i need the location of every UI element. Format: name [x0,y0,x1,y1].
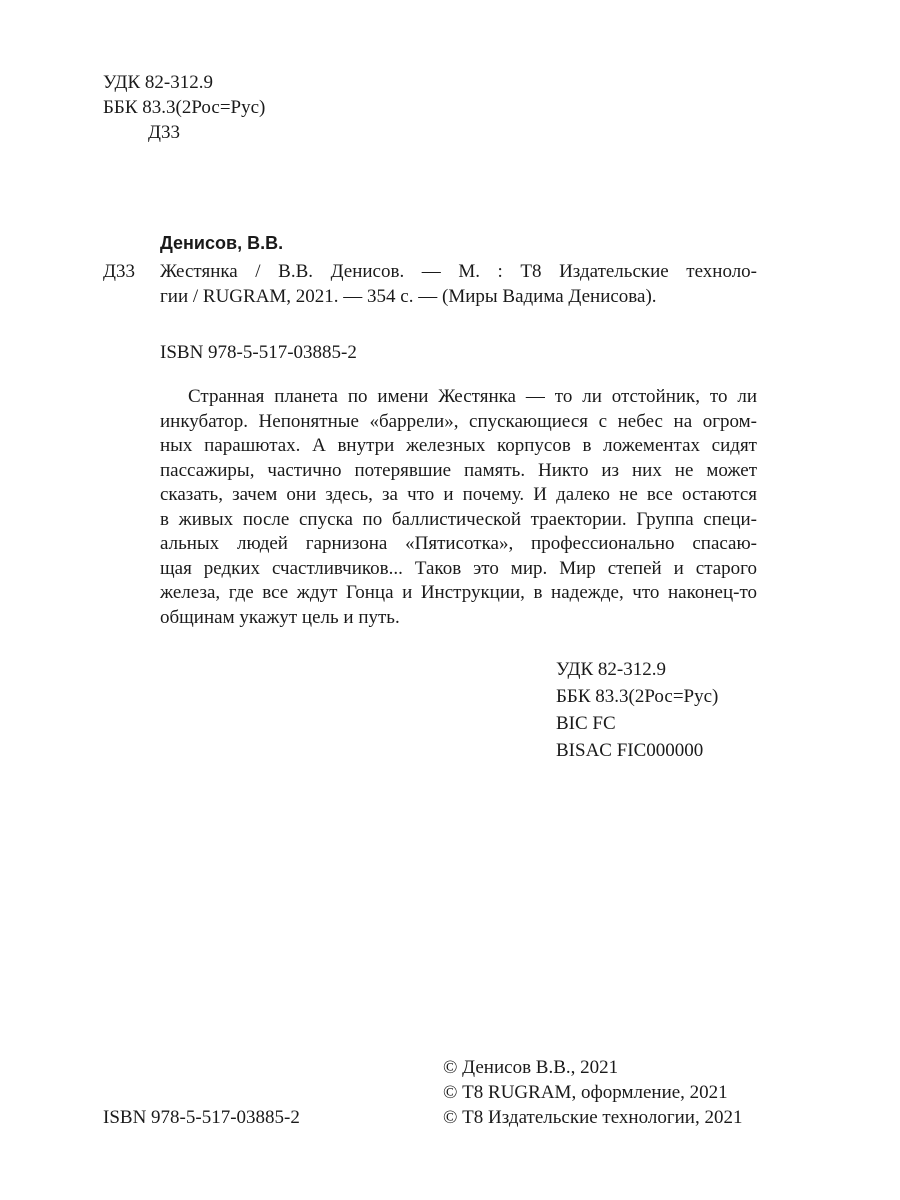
bisac-code: BISAC FIC000000 [556,740,704,761]
bib-line-2: гии / RUGRAM, 2021. — 354 с. — (Миры Вадима Денисова). [160,286,657,307]
annotation-line: в живых после спуска по баллистической траектории. Группа специ- [160,508,757,530]
annotation-line: ных парашютах. А внутри железных корпусов в ложементах сидят [160,435,757,456]
top-classification-codes [103,70,265,145]
annotation-line: железа, где все ждут Гонца и Инструкции, в надежде, что наконец-то [160,582,757,603]
cutter-code: Д33 [148,122,180,143]
annotation-line: общинам укажут цель и путь. [160,606,400,628]
copyright-line: © Денисов В.В., 2021 [443,1057,619,1078]
bbk-code: ББК 83.3(2Рос=Рус) [103,97,266,118]
copyright-line: © Т8 RUGRAM, оформление, 2021 [443,1082,728,1103]
bib-line-1: Жестянка / В.В. Денисов. — М. : Т8 Издательские техноло- [160,261,757,282]
annotation-line: инкубатор. Непонятные «баррели», спускающиеся с небес на огром- [160,410,757,432]
annotation-line: пассажиры, частично потерявшие память. Никто из них не может [160,459,757,481]
classification-codes-block [556,656,718,764]
bic-code: BIC FC [556,713,616,734]
annotation-line: сказать, зачем они здесь, за что и почему. И далеко не все остаются [160,484,757,505]
author-heading: Денисов, В.В. [160,233,284,253]
annotation-line: щая редких счастливчиков... Таков это мир. Мир степей и старого [160,557,757,579]
isbn-footer: ISBN 978-5-517-03885-2 [103,1107,300,1128]
bib-cutter-code: Д33 [103,261,135,282]
annotation-paragraph [160,385,757,630]
bibliographic-description [160,259,757,309]
copyright-block [443,1055,742,1130]
copyright-line: © Т8 Издательские технологии, 2021 [443,1107,743,1128]
annotation-line: Странная планета по имени Жестянка — то ли отстойник, то ли [188,386,757,407]
isbn-main: ISBN 978-5-517-03885-2 [160,342,357,363]
bbk-code: ББК 83.3(2Рос=Рус) [556,686,719,707]
udk-code: УДК 82-312.9 [103,72,213,93]
udk-code: УДК 82-312.9 [556,659,666,680]
annotation-line: альных людей гарнизона «Пятисотка», профессионально спасаю- [160,533,757,554]
